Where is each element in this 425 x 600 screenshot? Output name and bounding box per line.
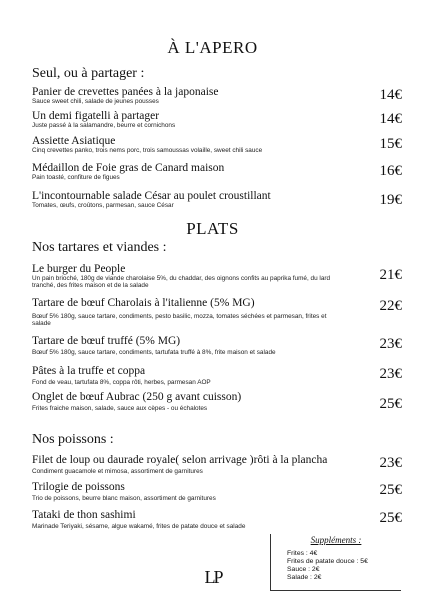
item-name: Onglet de bœuf Aubrac (250 g avant cuisson) xyxy=(32,391,242,403)
menu-item xyxy=(32,454,402,475)
item-name: Tataki de thon sashimi xyxy=(32,509,136,521)
item-description: Cinq crevettes panko, trois nems porc, trois samoussas volaille, sweet chili sauce xyxy=(32,147,263,154)
menu-item xyxy=(32,509,402,530)
item-name: Assiette Asiatique xyxy=(32,135,116,147)
item-name: Un demi figatelli à partager xyxy=(32,110,160,122)
item-price: 23€ xyxy=(379,366,402,382)
menu-item xyxy=(32,263,402,290)
plats-title: PLATS xyxy=(186,219,239,238)
item-description: Marinade Teriyaki, sésame, algue wakamé, frites de patate douce et salade xyxy=(32,523,246,530)
item-description: Condiment guacamole et mimosa, assortiment de garnitures xyxy=(32,468,203,475)
menu-item xyxy=(32,335,402,356)
menu-item xyxy=(32,86,402,105)
item-description: Un pain brioché, 180g de viande charolaise 5%, du chaddar, des oignons confits au paprika fumé, du lard tranché, des frites maison et de la salade xyxy=(32,275,331,290)
poissons-section-heading: Nos poissons : xyxy=(32,432,114,447)
item-price: 22€ xyxy=(379,298,402,314)
item-description: Bœuf 5% 180g, sauce tartare, condiments, tartufata truffé à 8%, frite maison et salade xyxy=(32,349,276,356)
supplement-line: Salade : 2€ xyxy=(287,574,322,581)
item-price: 25€ xyxy=(379,396,402,412)
menu-item xyxy=(32,297,402,328)
item-description: Sauce sweet chili, salade de jeunes pousses xyxy=(32,98,159,105)
menu-item xyxy=(32,391,402,412)
item-price: 19€ xyxy=(379,192,402,208)
item-description: Tomates, œufs, croûtons, parmesan, sauce César xyxy=(32,202,174,209)
lp-monogram-icon: LP xyxy=(204,567,222,587)
menu-item xyxy=(32,162,402,181)
item-description: Juste passé à la salamandre, beurre et cornichons xyxy=(32,122,176,129)
supplement-line: Frites de patate douce : 5€ xyxy=(287,558,368,565)
item-name: Filet de loup ou daurade royale( selon arrivage )rôti à la plancha xyxy=(32,454,328,466)
item-price: 14€ xyxy=(379,111,402,127)
menu-item xyxy=(32,481,402,502)
apero-section-heading: Seul, ou à partager : xyxy=(32,66,145,81)
item-name: Médaillon de Foie gras de Canard maison xyxy=(32,162,225,174)
item-price: 23€ xyxy=(379,336,402,352)
item-name: Trilogie de poissons xyxy=(32,481,125,493)
menu-item xyxy=(32,190,402,209)
item-description: Trio de poissons, beurre blanc maison, assortiment de garnitures xyxy=(32,495,216,502)
supplement-line: Sauce : 2€ xyxy=(287,566,320,573)
item-name: Tartare de bœuf Charolais à l'italienne (5% MG) xyxy=(32,297,255,309)
item-price: 16€ xyxy=(379,163,402,179)
item-price: 25€ xyxy=(379,482,402,498)
item-description: Fond de veau, tartufata 8%, coppa rôti, herbes, parmesan AOP xyxy=(32,379,211,386)
menu-item xyxy=(32,110,402,129)
item-description: Bœuf 5% 180g, sauce tartare, condiments, pesto basilic, mozza, tomates séchées et parmesan, frites et salade xyxy=(32,313,327,328)
item-name: Pâtes à la truffe et coppa xyxy=(32,365,146,377)
item-price: 21€ xyxy=(379,267,402,283)
plats-section-heading: Nos tartares et viandes : xyxy=(32,240,167,255)
item-price: 15€ xyxy=(379,136,402,152)
supplements-box xyxy=(270,534,401,591)
item-name: Panier de crevettes panées à la japonaise xyxy=(32,86,219,98)
item-name: Le burger du People xyxy=(32,263,126,275)
menu-item xyxy=(32,365,402,386)
item-description: Pain toasté, confiture de figues xyxy=(32,174,120,181)
item-price: 25€ xyxy=(379,510,402,526)
item-name: L'incontournable salade César au poulet croustillant xyxy=(32,190,271,202)
supplement-line: Frites : 4€ xyxy=(287,550,318,557)
item-name: Tartare de bœuf truffé (5% MG) xyxy=(32,335,181,347)
item-price: 23€ xyxy=(379,455,402,471)
item-price: 14€ xyxy=(379,87,402,103)
item-description: Frites fraiche maison, salade, sauce aux cèpes - ou échalotes xyxy=(32,405,208,412)
menu-item xyxy=(32,135,402,154)
supplements-title: Suppléments : xyxy=(310,535,362,545)
apero-title: À L'APERO xyxy=(167,38,258,57)
